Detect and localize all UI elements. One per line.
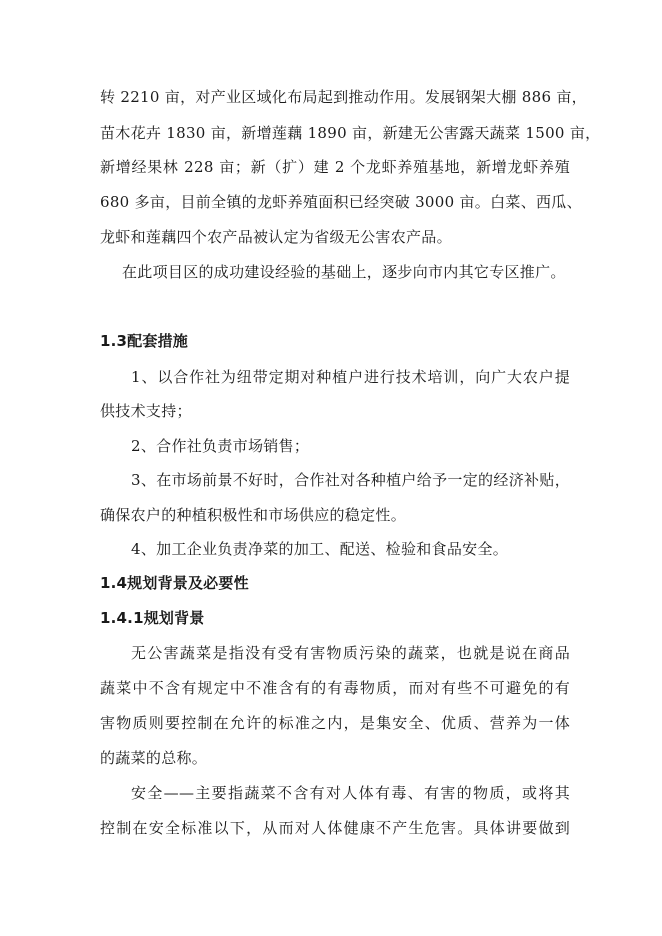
paragraph-line: 害物质则要控制在允许的标准之内，是集安全、优质、营养为一体 — [100, 714, 570, 732]
paragraph-line: 转 2210 亩，对产业区域化布局起到推动作用。发展钢架大棚 886 亩， — [100, 88, 587, 106]
paragraph-line: 安全——主要指蔬菜不含有对人体有毒、有害的物质，或将其 — [131, 784, 570, 802]
subsection-heading: 1.4.1规划背景 — [100, 609, 205, 627]
paragraph-line: 确保农户的种植积极性和市场供应的稳定性。 — [100, 506, 407, 524]
paragraph-line: 的蔬菜的总称。 — [100, 749, 208, 767]
paragraph-line: 龙虾和莲藕四个农产品被认定为省级无公害农产品。 — [100, 228, 452, 246]
paragraph-line: 新增经果林 228 亩；新（扩）建 2 个龙虾养殖基地，新增龙虾养殖 — [100, 158, 570, 176]
paragraph-line: 控制在安全标准以下，从而对人体健康不产生危害。具体讲要做到 — [100, 819, 570, 837]
paragraph-line: 蔬菜中不含有规定中不准含有的有毒物质，而对有些不可避免的有 — [100, 679, 570, 697]
paragraph-line: 4、加工企业负责净菜的加工、配送、检验和食品安全。 — [131, 540, 509, 558]
paragraph-line: 2、合作社负责市场销售； — [131, 437, 310, 455]
paragraph-line: 供技术支持； — [100, 402, 192, 420]
paragraph-line: 680 多亩，目前全镇的龙虾养殖面积已经突破 3000 亩。白菜、西瓜、 — [100, 193, 582, 211]
paragraph-line: 无公害蔬菜是指没有受有害物质污染的蔬菜，也就是说在商品 — [131, 644, 570, 662]
section-heading: 1.4规划背景及必要性 — [100, 574, 249, 592]
section-heading: 1.3配套措施 — [100, 332, 188, 350]
paragraph-line: 3、在市场前景不好时，合作社对各种植户给予一定的经济补贴， — [131, 471, 570, 489]
paragraph-line: 1、以合作社为纽带定期对种植户进行技术培训，向广大农户提 — [131, 368, 570, 386]
paragraph-line: 苗木花卉 1830 亩，新增莲藕 1890 亩，新建无公害露天蔬菜 1500 亩， — [100, 124, 601, 142]
paragraph-line: 在此项目区的成功建设经验的基础上，逐步向市内其它专区推广。 — [122, 263, 566, 281]
